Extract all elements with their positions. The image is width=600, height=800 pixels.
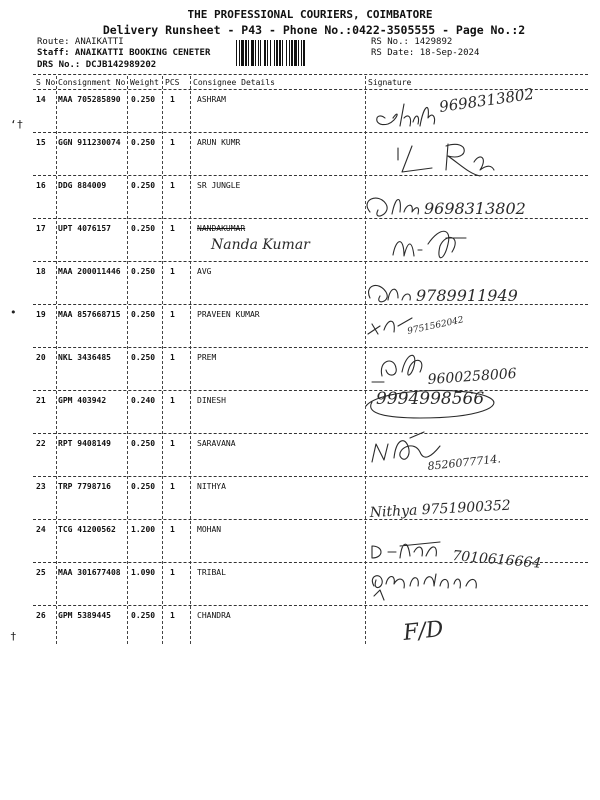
- cell-sno: 17: [36, 224, 46, 233]
- handwritten-phone: 9789911949: [416, 286, 518, 305]
- cell-pcs: 1: [170, 611, 175, 620]
- cell-weight: 0.250: [131, 224, 156, 233]
- cell-consignment: TCG 41200562: [58, 525, 116, 534]
- margin-tick-mark: •: [10, 306, 17, 319]
- cell-sno: 20: [36, 353, 46, 362]
- cell-weight: 0.250: [131, 611, 156, 620]
- signature-scrawl: [372, 355, 422, 382]
- route-label: Route: ANAIKATTI: [37, 37, 124, 47]
- cell-consignee: SR JUNGLE: [197, 181, 241, 190]
- cell-consignment: RPT 9408149: [58, 439, 111, 448]
- handwritten-note: F/D: [402, 616, 445, 646]
- signature-scrawl: [398, 144, 494, 176]
- cell-consignment: MAA 301677408: [58, 568, 121, 577]
- signature-scrawl: [368, 318, 412, 334]
- cell-sno: 19: [36, 310, 46, 319]
- cell-consignee: DINESH: [197, 396, 226, 405]
- cell-pcs: 1: [170, 267, 175, 276]
- cell-consignee: MOHAN: [197, 525, 222, 534]
- col-pcs-header: PCS: [165, 78, 180, 87]
- col-sno-header: S No: [36, 78, 56, 87]
- cell-consignment: GPM 403942: [58, 396, 107, 405]
- rs-number: RS No.: 1429892: [371, 37, 453, 47]
- cell-consignee: ARUN KUMR: [197, 138, 241, 147]
- cell-sno: 15: [36, 138, 46, 147]
- cell-pcs: 1: [170, 181, 175, 190]
- signature-scrawl: [377, 104, 435, 126]
- cell-consignee: PRAVEEN KUMAR: [197, 310, 260, 319]
- col-consignment-header: Consignment No: [58, 78, 126, 87]
- cell-weight: 0.250: [131, 439, 156, 448]
- cell-weight: 1.200: [131, 525, 156, 534]
- cell-consignee: SARAVANA: [197, 439, 236, 448]
- cell-weight: 0.250: [131, 138, 156, 147]
- cell-pcs: 1: [170, 138, 175, 147]
- cell-consignment: MAA 705285890: [58, 95, 121, 104]
- cell-consignment: NKL 3436485: [58, 353, 111, 362]
- cell-pcs: 1: [170, 396, 175, 405]
- cell-pcs: 1: [170, 568, 175, 577]
- handwritten-phone: 9751562042: [406, 315, 465, 337]
- drs-number: DRS No.: DCJB142989202: [37, 60, 157, 70]
- cell-sno: 26: [36, 611, 46, 620]
- cell-sno: 25: [36, 568, 46, 577]
- cell-consignment: DDG 884009: [58, 181, 107, 190]
- cell-weight: 1.090: [131, 568, 156, 577]
- handwritten-phone: 7010616664: [451, 548, 542, 572]
- col-consignee-header: Consignee Details: [193, 78, 275, 87]
- cell-weight: 0.250: [131, 482, 156, 491]
- cell-weight: 0.250: [131, 181, 156, 190]
- col-signature-header: Signature: [368, 78, 412, 87]
- cell-consignment: TRP 7798716: [58, 482, 111, 491]
- cell-consignment: GPM 5389445: [58, 611, 111, 620]
- cell-consignee: NITHYA: [197, 482, 226, 491]
- signature-scrawl: [372, 542, 440, 558]
- cell-pcs: 1: [170, 482, 175, 491]
- col-weight-header: Weight: [130, 78, 159, 87]
- cell-sno: 22: [36, 439, 46, 448]
- cell-consignee: ASHRAM: [197, 95, 226, 104]
- margin-tick-mark: ‘†: [10, 118, 24, 131]
- signature-scrawl: [393, 231, 466, 258]
- company-name: THE PROFESSIONAL COURIERS, COIMBATORE: [187, 8, 433, 21]
- cell-pcs: 1: [170, 525, 175, 534]
- handwritten-phone: 9698313802: [438, 84, 536, 116]
- cell-pcs: 1: [170, 224, 175, 233]
- handwritten-phone: 9600258006: [427, 365, 518, 388]
- signature-scrawl: [372, 432, 440, 462]
- cell-sno: 23: [36, 482, 46, 491]
- signature-scrawl: [372, 574, 476, 600]
- cell-pcs: 1: [170, 95, 175, 104]
- cell-sno: 24: [36, 525, 46, 534]
- cell-consignee: CHANDRA: [197, 611, 231, 620]
- cell-consignment: GGN 911230074: [58, 138, 121, 147]
- runsheet-title: Delivery Runsheet - P43 - Phone No.:0422-3505555 - Page No.:2: [102, 23, 526, 37]
- cell-pcs: 1: [170, 439, 175, 448]
- staff-label: Staff: ANAIKATTI BOOKING CENETER: [37, 48, 211, 58]
- cell-sno: 21: [36, 396, 46, 405]
- handwritten-phone: 8526077714.: [426, 452, 502, 473]
- cell-consignment: MAA 857668715: [58, 310, 121, 319]
- cell-consignee: PREM: [197, 353, 217, 362]
- handwritten-phone: 9994998566: [376, 389, 485, 409]
- cell-consignee: TRIBAL: [197, 568, 226, 577]
- signature-scrawl: [367, 198, 418, 216]
- cell-weight: 0.250: [131, 267, 156, 276]
- cell-weight: 0.240: [131, 396, 156, 405]
- handwritten-phone: Nithya 9751900352: [369, 497, 512, 521]
- cell-sno: 14: [36, 95, 46, 104]
- cell-pcs: 1: [170, 353, 175, 362]
- margin-tick-mark: †: [10, 630, 17, 643]
- cell-consignee: AVG: [197, 267, 212, 276]
- cell-weight: 0.250: [131, 353, 156, 362]
- cell-pcs: 1: [170, 310, 175, 319]
- cell-sno: 16: [36, 181, 46, 190]
- cell-weight: 0.250: [131, 95, 156, 104]
- cell-weight: 0.250: [131, 310, 156, 319]
- cell-consignee: NANDAKUMAR: [197, 224, 246, 233]
- cell-consignment: MAA 200011446: [58, 267, 121, 276]
- cell-consignment: UPT 4076157: [58, 224, 111, 233]
- signature-scrawl: [369, 285, 411, 301]
- handwritten-name: Nanda Kumar: [211, 237, 310, 253]
- rs-date: RS Date: 18-Sep-2024: [371, 48, 480, 58]
- handwritten-phone: 9698313802: [424, 199, 526, 218]
- cell-sno: 18: [36, 267, 46, 276]
